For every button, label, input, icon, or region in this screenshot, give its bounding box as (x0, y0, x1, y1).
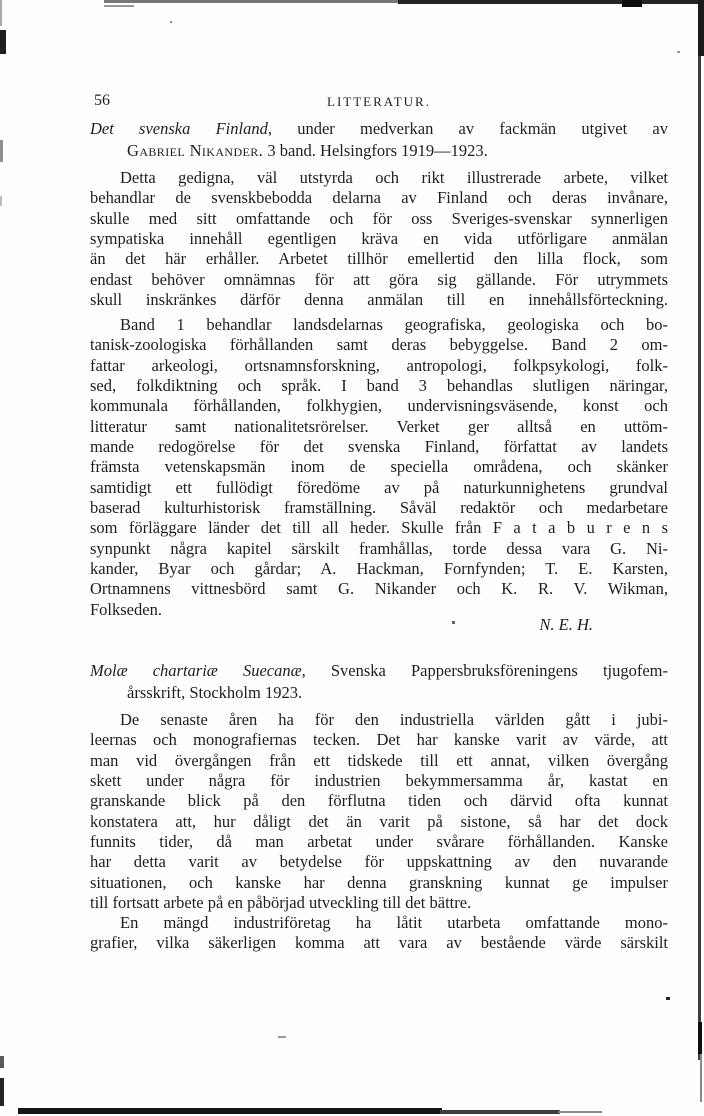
entry1-imprint: 3 band. Helsingfors 1919—1923. (263, 141, 488, 160)
text-line: fattar arkeologi, ortsnamnsforskning, antropologi, folkpsykologi, folk- (90, 355, 668, 375)
running-header: LITTERATUR. (327, 94, 431, 109)
text-line: endast behöver omnämnas för att göra sig gällande. För utrymmets (90, 269, 668, 289)
scan-artifact-left-mark-1 (0, 140, 3, 162)
entry1-paragraph-1 (90, 168, 668, 310)
text-line: till fortsatt arbete på en påbörjad utveckling till det bättre. (90, 893, 472, 913)
text-line: främsta vetenskapsmän inom de speciella områdena, och skänker (90, 457, 668, 477)
text-line: En mängd industriföretag ha låtit utarbeta omfattande mono- (120, 913, 668, 932)
scan-artifact-right-band (698, 0, 704, 56)
text-line: mande redogörelse för det svenska Finland, författat av landets (90, 437, 668, 457)
text-line: synpunkt några kapitel särskilt framhållas, torde dessa vara G. Ni- (90, 538, 668, 558)
scan-speck-2 (677, 51, 680, 53)
text-line: konstatera att, hur dåligt det än varit på sistone, så har det dock (90, 811, 668, 831)
entry1-heading-line1 (90, 119, 668, 140)
text-line: sed, folkdiktning och språk. I band 3 behandlas slutligen näringar, (90, 376, 668, 396)
text-line: kommunala förhållanden, folkhygien, undervisningsväsende, konst och (90, 396, 668, 416)
scan-artifact-top-blob (622, 0, 642, 7)
entry2-heading-line1 (90, 661, 668, 682)
entry1-paragraph-2 (90, 315, 668, 620)
text-line: än det här erhåller. Arbetet tillhör emellertid den lilla flock, som (90, 249, 668, 269)
scan-artifact-right-line-faint (700, 1054, 702, 1102)
text-line: funnits tider, då man arbetat under svårare förhållanden. Kanske (90, 832, 668, 852)
text-line: litteratur samt nationalitetsrörelser. Verket ger alltså en uttöm- (90, 416, 668, 436)
text-line: situationen, och kanske har denna granskning kunnat ge impulser (90, 872, 668, 892)
entry1-heading-line2 (127, 141, 668, 162)
entry2-paragraph-1 (90, 710, 668, 913)
text-line: sympatiska innehåll egentligen kräva en vida utförligare anmälan (90, 229, 668, 249)
scan-artifact-left-mark-3 (0, 1056, 4, 1068)
text-line: skulle med sitt omfattande och för oss Sveriges-svenskar synnerligen (90, 208, 668, 228)
text-line: behandlar de svenskbebodda delarna av Finland och deras invånare, (90, 188, 668, 208)
text-line: Folkseden. (90, 599, 162, 619)
scan-artifact-top-bar-light (104, 0, 400, 3)
scan-artifact-left-top-faint (0, 0, 2, 26)
scan-speck-5 (278, 1036, 286, 1038)
entry2-heading-rest: , Svenska Pappersbruksföreningens tjugofem- (301, 661, 669, 680)
text-line: kander, Byar och gårdar; A. Hackman, Fornfynden; T. E. Karsten, (90, 559, 668, 579)
text-line: grafier, vilka säkerligen komma att vara av bestående värde särskilt (90, 933, 668, 953)
text-line: Detta gedigna, väl utstyrda och rikt illustrerade arbete, vilket (120, 168, 668, 187)
text-line: skull inskränkes därför denna anmälan till en innehållsförteckning. (90, 290, 668, 310)
text-line: skett under några för industrien bekymmersamma år, kastat en (90, 771, 668, 791)
scan-artifact-top-dash (104, 5, 134, 7)
entry2-heading-line2: årsskrift, Stockholm 1923. (127, 683, 303, 702)
text-line: baserad kulturhistorisk framställning. Såväl redaktör och medarbetare (90, 498, 668, 518)
scan-speck-1 (170, 21, 172, 23)
text-line: samtidigt ett fullödigt föredöme av på naturkunnighetens grundval (90, 477, 668, 497)
scan-artifact-right-line (698, 56, 701, 1060)
entry1-heading-rest: , under medverkan av fackmän utgivet av (267, 119, 669, 138)
text-line: man vid övergången från ett tidskede till ett annat, vilken övergång (90, 750, 668, 770)
entry1-signature: N. E. H. (539, 615, 593, 634)
scan-speck-4 (666, 997, 670, 1000)
text-line: har detta varit av betydelse för uppskattning av den nuvarande (90, 852, 668, 872)
entry1-author: Gabriel Nikander. (127, 141, 264, 160)
text-line: leernas och monografiernas tecken. Det har kanske varit av värde, att (90, 730, 668, 750)
text-line: De senaste åren ha för den industriella världen gått i jubi- (120, 710, 668, 729)
entry2-title: Molæ chartariæ Suecanæ (90, 661, 302, 680)
text-line: tanisk-zoologiska förhållanden samt deras bebyggelse. Band 2 om- (90, 335, 668, 355)
text-line: Band 1 behandlar landsdelarnas geografiska, geologiska och bo- (120, 315, 668, 334)
scan-artifact-left-mark-2 (0, 196, 2, 206)
scan-artifact-right-line-dark (698, 1022, 702, 1054)
text-line: som förläggare länder det till all heder. Skulle från F a t a b u r e n s (90, 518, 668, 538)
scan-artifact-left-mark-4 (0, 1078, 4, 1106)
page-header-row (90, 92, 668, 110)
scan-artifact-bottom-bar-mid (440, 1110, 560, 1114)
scan-artifact-top-bar-dark (398, 0, 704, 4)
entry1-title: Det svenska Finland (90, 119, 268, 138)
entry2-paragraph-2 (90, 913, 668, 954)
text-line: granskande blick på den förflutna tiden och därvid ofta kunnat (90, 791, 668, 811)
text-line: Ortnamnens vittnesbörd samt G. Nikander och K. R. V. Wikman, (90, 579, 668, 599)
scan-artifact-bottom-bar (18, 1108, 442, 1114)
page-number: 56 (94, 92, 110, 109)
scan-artifact-left-blob (0, 30, 6, 54)
scan-artifact-bottom-bar-faint (558, 1111, 602, 1113)
